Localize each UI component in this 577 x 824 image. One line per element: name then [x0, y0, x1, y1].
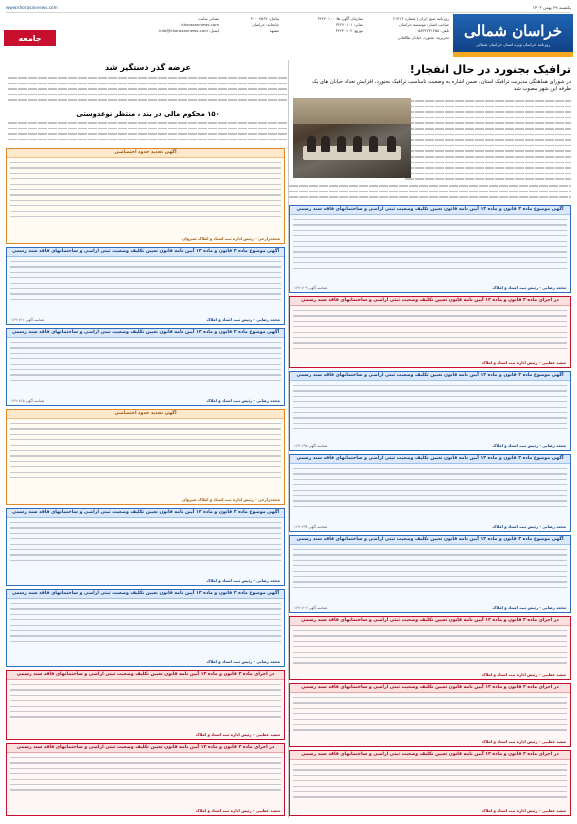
info-line: نشانی سایت — [198, 16, 219, 21]
notice-box[interactable] — [289, 616, 571, 680]
newspaper-logo[interactable] — [453, 14, 573, 57]
notice-title: در اجرای ماده ۳ قانون و ماده ۱۳ آیین نامه قانون تعیین تکلیف وضعیت ثبتی اراضی و ساختمانهای فاقد سند رسمی — [7, 671, 284, 680]
notice-title: آگهی موضوع ماده ۳ قانون و ماده ۱۳ آیین نامه قانون تعیین تکلیف وضعیت ثبتی اراضی و ساختمانهای فاقد سند رسمی — [7, 509, 284, 518]
notice-code: شناسه آگهی ۱۶۹۰۷۱۱ — [11, 318, 45, 322]
notice-title: در اجرای ماده ۳ قانون و ماده ۱۳ آیین نامه قانون تعیین تکلیف وضعیت ثبتی اراضی و ساختمانهای فاقد سند رسمی — [290, 684, 570, 693]
notice-title: آگهی موضوع ماده ۳ قانون و ماده ۱۳ آیین نامه قانون تعیین تکلیف وضعیت ثبتی اراضی و ساختمانهای فاقد سند رسمی — [7, 329, 284, 338]
notice-box[interactable] — [289, 296, 571, 368]
website-url[interactable]: www.khorasannews.com — [6, 5, 58, 10]
notice-signature: سعید عطیبی - رئیس اداره ثبت اسناد و املاک — [195, 808, 280, 813]
notice-title: آگهی موضوع ماده ۳ قانون و ماده ۱۳ آیین نامه قانون تعیین تکلیف وضعیت ثبتی اراضی و ساختمانهای فاقد سند رسمی — [290, 372, 570, 381]
notice-box[interactable] — [289, 205, 571, 293]
notice-code: شناسه آگهی ۱۶۹۰۷۰۲ — [294, 606, 328, 610]
notice-title: آگهی موضوع ماده ۳ قانون و ماده ۱۳ آیین نامه قانون تعیین تکلیف وضعیت ثبتی اراضی و ساختمانهای فاقد سند رسمی — [290, 455, 570, 464]
notice-signature: محمد رضایی - رئیس ثبت اسناد و املاک — [206, 398, 280, 403]
notice-box[interactable] — [289, 454, 571, 532]
notice-signature: محمد رضایی - رئیس ثبت اسناد و املاک — [492, 443, 566, 448]
notice-signature: محمد رضایی - رئیس ثبت اسناد و املاک — [206, 659, 280, 664]
notice-box[interactable] — [6, 148, 285, 244]
notice-box[interactable] — [6, 508, 285, 586]
masthead-print-block — [223, 16, 279, 35]
info-line: چاپخانه: خراسان — [251, 22, 279, 28]
notice-title: آگهی تحدید حدود اختصاصی — [7, 410, 284, 419]
masthead — [4, 14, 573, 57]
notice-code: شناسه آگهی ۱۶۹۰۷۰۹ — [294, 286, 328, 290]
notice-title: در اجرای ماده ۳ قانون و ماده ۱۳ آیین نامه قانون تعیین تکلیف وضعیت ثبتی اراضی و ساختمانهای فاقد سند رسمی — [290, 617, 570, 626]
notice-signature: سعید عطیبی - رئیس اداره ثبت اسناد و املاک — [195, 732, 280, 737]
notice-signature: محمدزارعی - رئیس اداره ثبت اسناد و املاک شیروان — [182, 497, 280, 502]
notice-title: در اجرای ماده ۳ قانون و ماده ۱۳ آیین نامه قانون تعیین تکلیف وضعیت ثبتی اراضی و ساختمانهای فاقد سند رسمی — [7, 744, 284, 753]
info-line[interactable]: ایمیل: info@khorasannews.com — [159, 28, 219, 34]
info-line: نمابر: ۳۲۲۴۰۱۰۱ — [335, 22, 363, 28]
notice-signature: محمد رضایی - رئیس ثبت اسناد و املاک — [206, 578, 280, 583]
notice-box[interactable] — [289, 371, 571, 451]
masthead-info-block — [367, 16, 449, 41]
notice-signature: سعید عطیبی - رئیس اداره ثبت اسناد و املاک — [481, 808, 566, 813]
notice-box[interactable] — [6, 328, 285, 406]
notice-box[interactable] — [6, 589, 285, 667]
notice-title: آگهی موضوع ماده ۳ قانون و ماده ۱۳ آیین نامه قانون تعیین تکلیف وضعیت ثبتی اراضی و ساختمانهای فاقد سند رسمی — [290, 206, 570, 215]
info-line: پیامک: ۳۰۰۰۴۵۶۷ — [250, 16, 279, 21]
notice-signature: محمد رضایی - رئیس ثبت اسناد و املاک — [492, 605, 566, 610]
notice-signature: محمد رضایی - رئیس ثبت اسناد و املاک — [492, 285, 566, 290]
notice-signature: محمدزارعی - رئیس اداره ثبت اسناد و املاک شیروان — [182, 236, 280, 241]
notice-title: آگهی موضوع ماده ۳ قانون و ماده ۱۳ آیین نامه قانون تعیین تکلیف وضعیت ثبتی اراضی و ساختمانهای فاقد سند رسمی — [7, 248, 284, 257]
meeting-photo — [293, 98, 411, 178]
notice-signature: سعید عطیبی - رئیس اداره ثبت اسناد و املاک — [481, 360, 566, 365]
masthead-contact-block — [283, 16, 363, 35]
side-article-title[interactable]: عرضه گذر دستگیر شد — [105, 63, 191, 72]
info-line: سازمان آگهی ها: ۳۲۲۴۰۱۰۰ — [317, 16, 363, 21]
main-lead: در شورای هماهنگی مدیریت ترافیک استان، ضمن اشاره به وضعیت نامناسب ترافیک بجنورد، افزایش تعداد خیابان های یک طرفه این شهر مصوب شد — [312, 79, 571, 92]
notice-box[interactable] — [289, 535, 571, 613]
sub-headline[interactable]: ۱۵۰ محکوم مالی در بند ، منتظر نوعدوستی — [76, 110, 220, 118]
notice-title: آگهی موضوع ماده ۳ قانون و ماده ۱۳ آیین نامه قانون تعیین تکلیف وضعیت ثبتی اراضی و ساختمانهای فاقد سند رسمی — [290, 536, 570, 545]
masthead-web-block — [157, 16, 219, 35]
info-line: روزنامه صبح ایران | شماره ۲۱۳۱۲ — [393, 16, 449, 21]
logo-swoosh-decoration — [453, 52, 573, 57]
top-strip — [6, 3, 571, 13]
info-line: صاحب امتیاز: موسسه خراسان — [398, 22, 449, 28]
notice-signature: سعید عطیبی - رئیس اداره ثبت اسناد و املاک — [481, 739, 566, 744]
main-headline[interactable]: ترافیک بجنورد در حال انفجار! — [409, 63, 571, 76]
side-article-body — [8, 75, 288, 105]
notice-signature: محمد رضایی - رئیس ثبت اسناد و املاک — [206, 317, 280, 322]
notice-title: در اجرای ماده ۳ قانون و ماده ۱۳ آیین نامه قانون تعیین تکلیف وضعیت ثبتی اراضی و ساختمانهای فاقد سند رسمی — [290, 751, 570, 760]
info-line: تحریریه: بجنورد، خیابان طالقانی — [397, 34, 449, 40]
info-line[interactable]: khorasannews.com — [181, 22, 219, 28]
notice-code: شناسه آگهی ۱۶۹۰۶۹۴ — [294, 525, 328, 529]
notice-title: در اجرای ماده ۳ قانون و ماده ۱۳ آیین نامه قانون تعیین تکلیف وضعیت ثبتی اراضی و ساختمانهای فاقد سند رسمی — [290, 297, 570, 306]
notice-box[interactable] — [6, 670, 285, 740]
section-tab-society[interactable]: جامعه — [4, 30, 56, 46]
notice-box[interactable] — [289, 750, 571, 816]
sub-article-body — [8, 120, 288, 144]
notice-title: آگهی تحدید حدود اختصاصی — [7, 149, 284, 158]
notice-signature: محمد رضایی - رئیس ثبت اسناد و املاک — [492, 524, 566, 529]
notice-title: آگهی موضوع ماده ۳ قانون و ماده ۱۳ آیین نامه قانون تعیین تکلیف وضعیت ثبتی اراضی و ساختمانهای فاقد سند رسمی — [7, 590, 284, 599]
notice-box[interactable] — [6, 247, 285, 325]
issue-date: یکشنبه ۲۹ بهمن ۱۴۰۲ — [532, 5, 571, 10]
info-line: مشهد — [269, 28, 279, 34]
info-line: تلفن: ۰۵۸۳۲۲۳۱۴۵۸ — [416, 28, 449, 34]
notice-box[interactable] — [6, 409, 285, 505]
notice-box[interactable] — [6, 743, 285, 816]
notice-signature: سعید عطیبی - رئیس اداره ثبت اسناد و املاک — [481, 672, 566, 677]
logo-tagline: روزنامه خراسان ویژه استان خراسان شمالی — [476, 42, 550, 47]
main-article-body — [405, 98, 571, 182]
notice-code: شناسه آگهی ۱۶۹۰۷۱۵ — [11, 399, 45, 403]
info-line: توزیع: ۳۲۲۴۰۱۰۲ — [335, 28, 363, 34]
notice-code: شناسه آگهی ۱۶۹۰۶۹۸ — [294, 444, 328, 448]
notice-box[interactable] — [289, 683, 571, 747]
main-article-continuation — [289, 183, 571, 201]
logo-name: خراسان شمالی — [464, 22, 562, 40]
